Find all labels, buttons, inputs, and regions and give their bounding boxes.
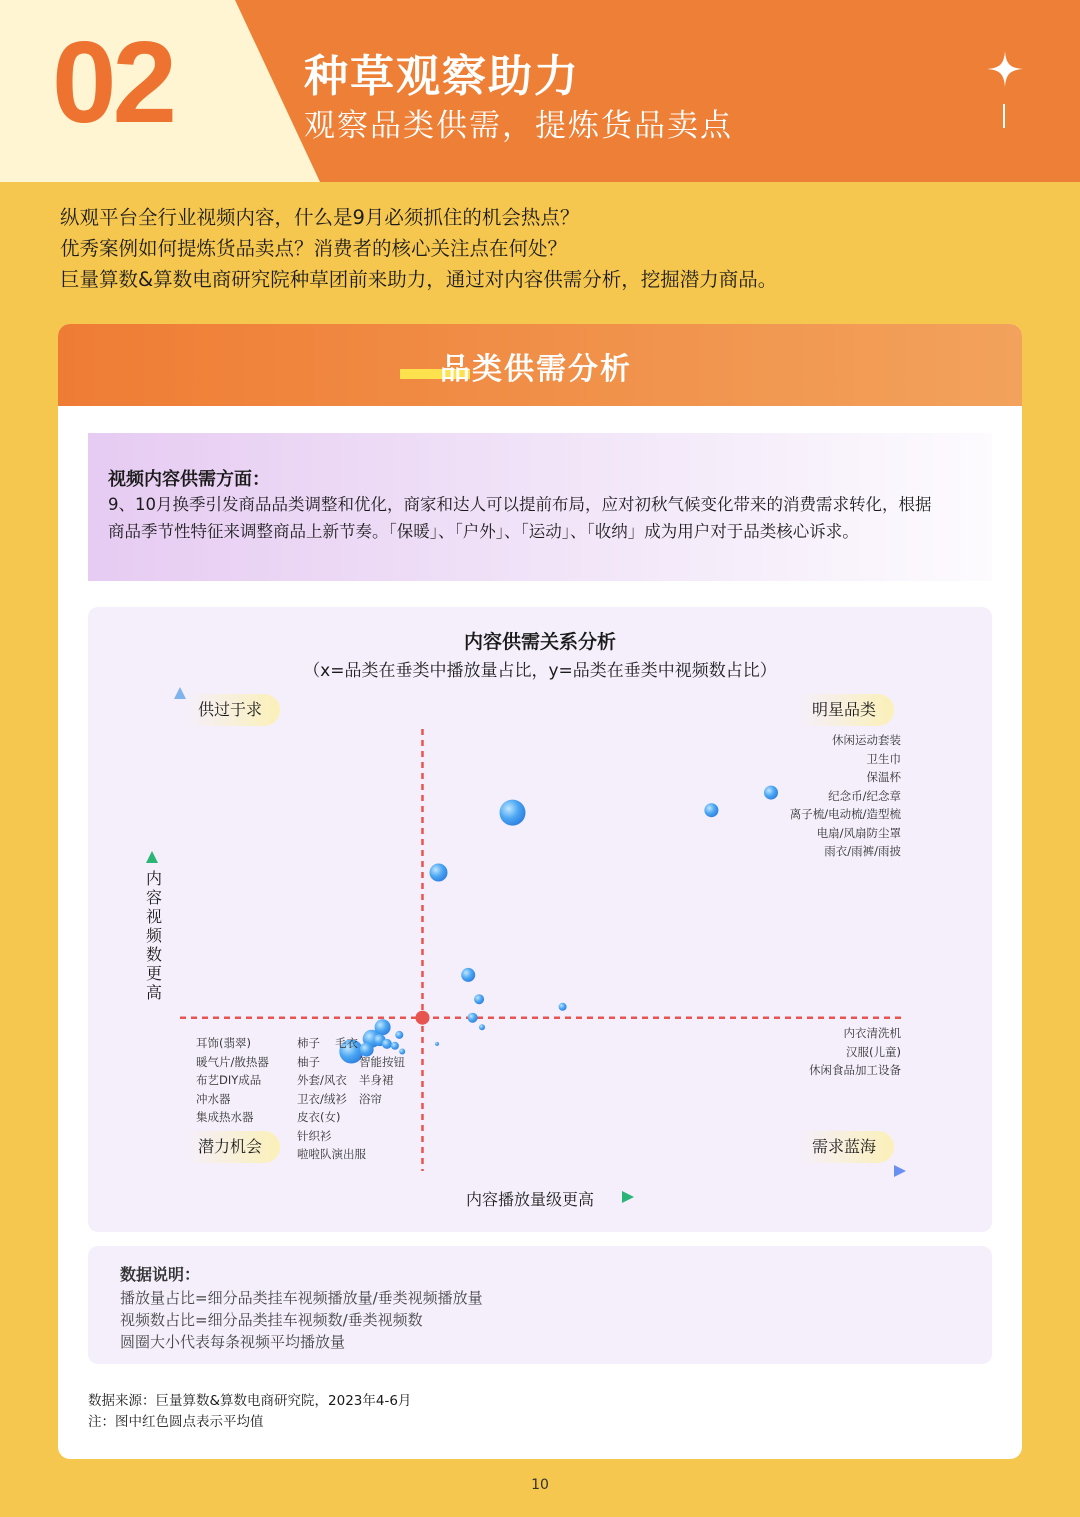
info-line: 9、10月换季引发商品品类调整和优化，商家和达人可以提前布局，应对初秋气候变化带来的消费需求转化，根据: [108, 495, 932, 514]
x-axis-label: 内容播放量级更高: [466, 1190, 595, 1209]
category-item: 雨衣/雨裤/雨披: [824, 844, 901, 858]
category-item: 卫生巾: [866, 751, 901, 766]
scatter-point: [461, 968, 475, 982]
intro-line: 优秀案例如何提炼货品卖点？消费者的核心关注点在何处？: [60, 237, 568, 260]
section-number: 02: [52, 17, 174, 147]
scatter-point: [474, 994, 484, 1004]
header-title: 种草观察助力: [304, 51, 580, 102]
bottom-left-categories-col1: [196, 1034, 269, 1127]
notes-title: 数据说明：: [120, 1265, 201, 1284]
average-point: [415, 1011, 429, 1025]
analysis-card: [58, 324, 1022, 1459]
info-line: 商品季节性特征来调整商品上新节奏。「保暖」、「户外」、「运动」、「收纳」成为用户对于品类核心诉求。: [108, 522, 859, 541]
data-source: [88, 1391, 411, 1433]
category-item: 半身裙: [359, 1073, 394, 1087]
scatter-point: [500, 800, 526, 826]
category-item: 耳饰(翡翠): [196, 1036, 251, 1050]
x-axis-arrow: [894, 1165, 906, 1177]
category-item: 离子梳/电动梳/造型梳: [789, 807, 901, 821]
category-item: 内衣清洗机: [843, 1026, 901, 1040]
info-title: 视频内容供需方面：: [108, 469, 270, 490]
scatter-point: [435, 1042, 439, 1046]
category-item: 电扇/风扇防尘罩: [816, 825, 901, 840]
intro-line: 纵观平台全行业视频内容，什么是9月必须抓住的机会热点？: [60, 206, 580, 229]
category-item: 布艺DIY成品: [196, 1073, 262, 1087]
chart-title: 内容供需关系分析: [463, 631, 616, 653]
category-item: 毛衣: [335, 1036, 358, 1050]
source-line: 注：图中红色圆点表示平均值: [88, 1414, 264, 1430]
x-label-arrow-icon: [622, 1191, 634, 1203]
notes-line: 视频数占比=细分品类挂车视频数/垂类视频数: [120, 1311, 423, 1329]
category-item: 柚子: [297, 1054, 320, 1069]
top-right-categories: [790, 731, 901, 861]
info-box: [88, 433, 992, 581]
card-title: 品类供需分析: [440, 352, 632, 387]
header-subtitle: 观察品类供需，提炼货品卖点: [304, 108, 733, 144]
category-item: 卫衣/绒衫: [297, 1091, 347, 1106]
notes-line: 播放量占比=细分品类挂车视频播放量/垂类视频播放量: [120, 1289, 483, 1307]
intro-line: 巨量算数&算数电商研究院种草团前来助力，通过对内容供需分析，挖掘潜力商品。: [60, 268, 778, 291]
category-item: 外套/风衣: [297, 1073, 347, 1087]
card-header: [58, 324, 1022, 406]
quadrant-label-bottom-left: 潜力机会: [186, 1131, 280, 1163]
sparkle-icon: [986, 50, 1024, 88]
category-item: 冲水器: [196, 1091, 231, 1106]
category-item: 皮衣(女): [297, 1110, 341, 1124]
info-text: [108, 491, 1012, 545]
category-item: 纪念币/纪念章: [828, 788, 901, 803]
category-item: 休闲运动套装: [832, 733, 901, 747]
page-number: 10: [531, 1477, 549, 1493]
scatter-point: [430, 864, 448, 882]
chart-subtitle: （x=品类在垂类中播放量占比，y=品类在垂类中视频数占比）: [303, 661, 777, 681]
category-item: 啦啦队演出服: [297, 1147, 366, 1161]
y-label-arrow-icon: [146, 851, 158, 863]
category-item: 针织衫: [297, 1128, 332, 1143]
decorative-line: [1003, 104, 1005, 128]
scatter-point: [704, 803, 718, 817]
bottom-left-categories-col3: [335, 1034, 405, 1108]
category-item: 暖气片/散热器: [196, 1054, 269, 1069]
data-notes-box: [88, 1246, 992, 1364]
quadrant-label-top-left: 供过于求: [186, 694, 280, 726]
notes-lines: [120, 1287, 483, 1353]
scatter-point: [559, 1003, 567, 1011]
bottom-right-categories: [809, 1024, 901, 1080]
quadrant-label-top-right: 明星品类: [800, 694, 894, 726]
category-item: 集成热水器: [196, 1110, 254, 1124]
category-item: 智能按钮: [359, 1054, 405, 1069]
category-item: 休闲食品加工设备: [809, 1063, 901, 1077]
scatter-chart: [88, 607, 992, 1232]
category-item: 保温杯: [866, 770, 901, 784]
source-line: 数据来源：巨量算数&算数电商研究院，2023年4-6月: [88, 1393, 412, 1409]
y-axis-arrow: [174, 687, 186, 699]
scatter-point: [764, 786, 778, 800]
category-item: 柿子: [297, 1036, 320, 1050]
scatter-point: [479, 1024, 485, 1030]
category-item: 浴帘: [359, 1091, 382, 1106]
category-item: 汉服(儿童): [846, 1044, 901, 1059]
notes-line: 圆圈大小代表每条视频平均播放量: [120, 1333, 346, 1351]
scatter-point: [468, 1013, 478, 1023]
y-axis-label: 内 容 视 频 数 更 高: [145, 869, 162, 1002]
quadrant-label-bottom-right: 需求蓝海: [800, 1131, 894, 1163]
intro-text: [60, 202, 1020, 295]
